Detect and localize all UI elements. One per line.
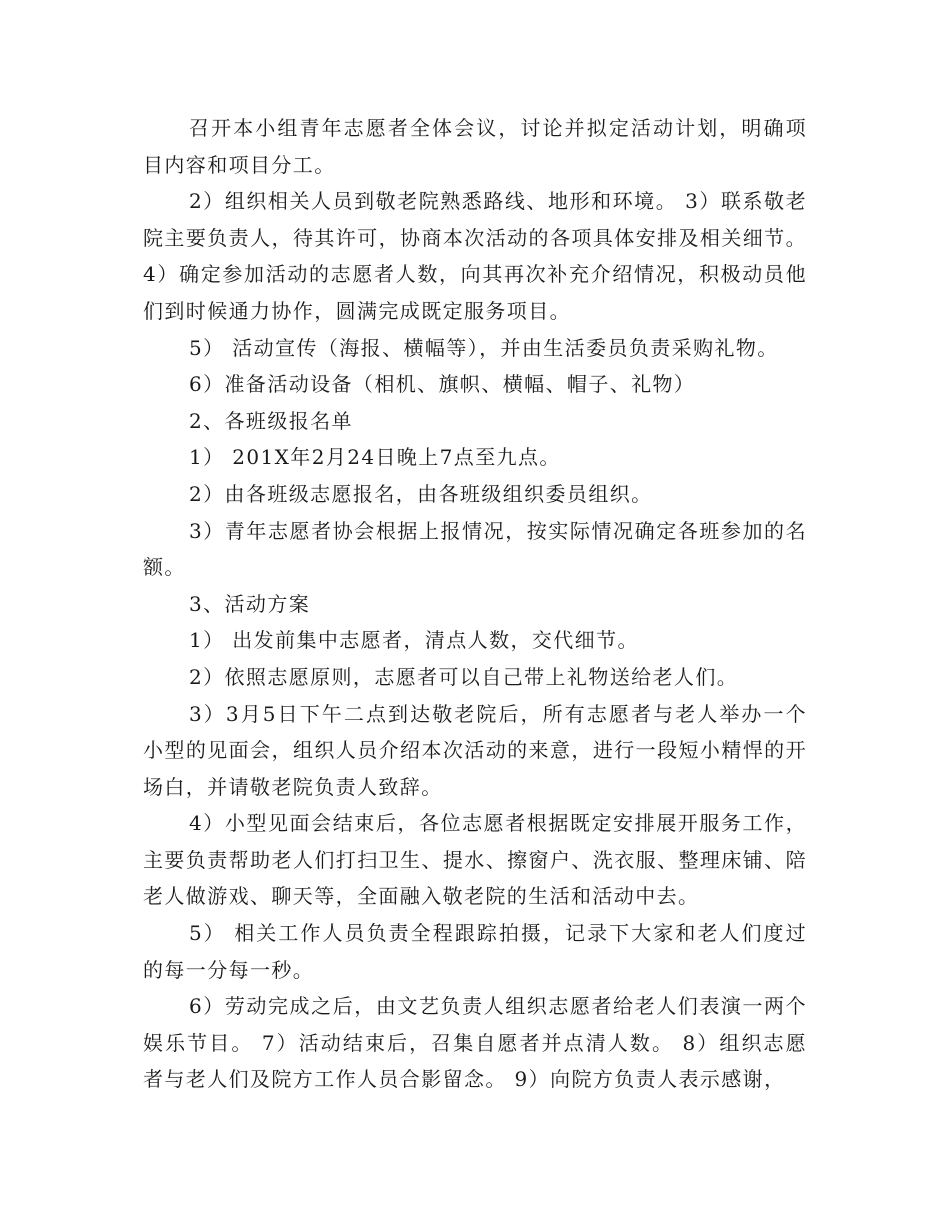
paragraph-gifts: 2）依照志愿原则，志愿者可以自己带上礼物送给老人们。 [189, 664, 739, 689]
section-heading-registration: 2、各班级报名单 [189, 408, 353, 433]
paragraph-gathering: 1） 出发前集中志愿者，清点人数，交代细节。 [189, 628, 639, 653]
paragraph-service-work: 4）小型见面会结束后，各位志愿者根据既定安排展开服务工作，主要负责帮助老人们打扫卫生、提水、擦窗户、洗衣服、整理床铺、陪老人做游戏、聊天等，全面融入敬老院的生活和活动中去。 [143, 811, 807, 909]
paragraph-meeting: 召开本小组青年志愿者全体会议，讨论并拟定活动计划，明确项目内容和项目分工。 [143, 116, 807, 177]
paragraph-registration-method: 2）由各班级志愿报名，由各班级组织委员组织。 [189, 481, 653, 506]
paragraph-meeting-event: 3）3月5日下午二点到达敬老院后，所有志愿者与老人举办一个小型的见面会，组织人员介绍本次活动的来意，进行一段短小精悍的开场白，并请敬老院负责人致辞。 [143, 701, 807, 799]
section-heading-plan: 3、活动方案 [189, 591, 311, 616]
document-body [143, 110, 807, 1098]
paragraph-registration-time: 1） 201X年2月24日晚上7点至九点。 [189, 445, 561, 470]
paragraph-preparation: 2）组织相关人员到敬老院熟悉路线、地形和环境。 3）联系敬老院主要负责人，待其许可，协商本次活动的各项具体安排及相关细节。 4）确定参加活动的志愿者人数，向其再次补充介绍情况，积极动员他们到时候通力协作，圆满完成既定服务项目。 [143, 189, 807, 323]
paragraph-closing: 6）劳动完成之后，由文艺负责人组织志愿者给老人们表演一两个娱乐节目。 7）活动结束后，召集自愿者并点清人数。 8）组织志愿者与老人们及院方工作人员合影留念。 9）向院方负责人表示感谢， [143, 994, 807, 1092]
paragraph-photography: 5） 相关工作人员负责全程跟踪拍摄，记录下大家和老人们度过的每一分每一秒。 [143, 921, 807, 982]
paragraph-equipment: 6）准备活动设备（相机、旗帜、横幅、帽子、礼物） [189, 372, 696, 397]
paragraph-publicity: 5） 活动宣传（海报、横幅等），并由生活委员负责采购礼物。 [189, 335, 779, 360]
paragraph-quota: 3）青年志愿者协会根据上报情况，按实际情况确定各班参加的名额。 [143, 518, 807, 580]
